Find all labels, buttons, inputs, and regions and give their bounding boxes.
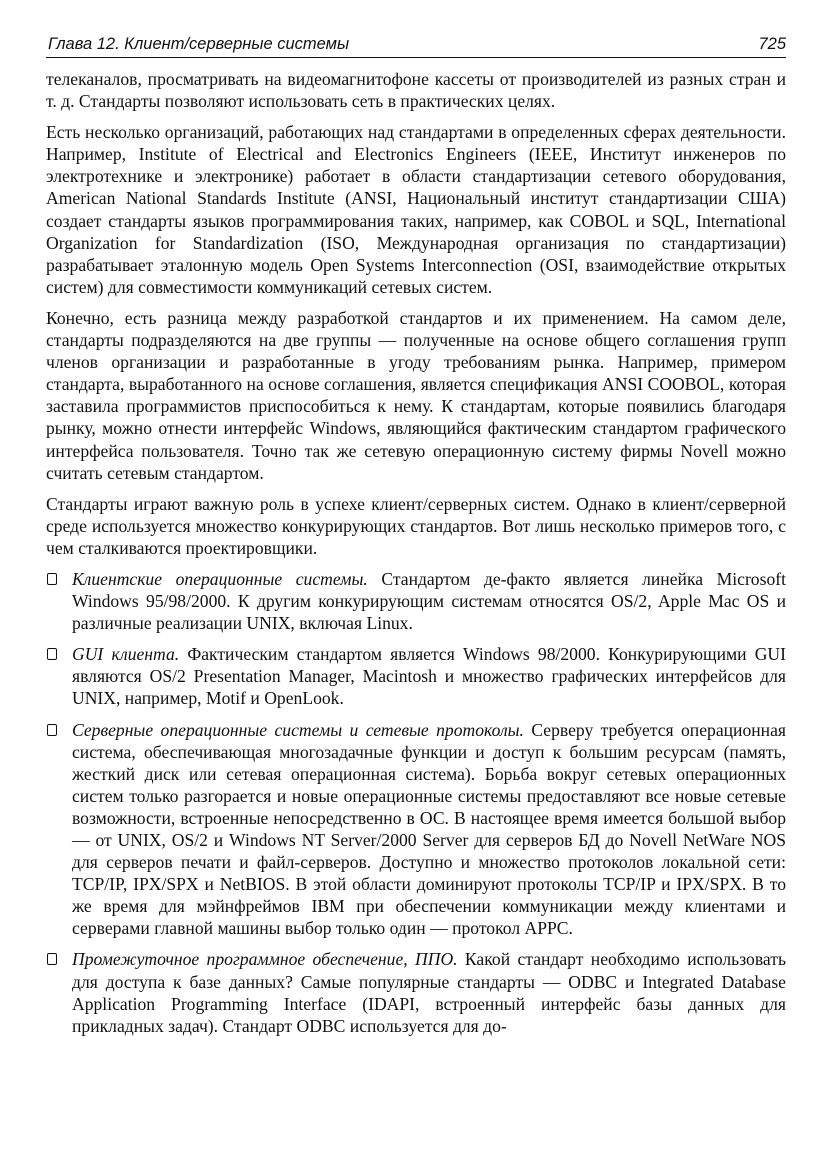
checkbox-bullet-icon: [47, 724, 57, 736]
paragraph: телеканалов, просматривать на видеомагнитофоне кассеты от производителей из разных стран и т. д. Стандарты позволяют использовать сеть в практических целях.: [46, 69, 786, 112]
item-term: Промежуточное программное обеспечение, ППО.: [72, 949, 458, 970]
list-item: [46, 568, 786, 634]
book-page: [46, 34, 786, 1046]
standards-list: [46, 568, 786, 1037]
page-number: 725: [758, 35, 786, 53]
list-item: [46, 948, 786, 1036]
item-text: Фактическим стандартом является Windows 98/2000. Конкурирующими GUI являются OS/2 Presentation Manager, Macintosh и множество графических интерфейсов для UNIX, например, Motif и OpenLook.: [72, 644, 786, 709]
paragraph: Конечно, есть разница между разработкой стандартов и их применением. На самом деле, стандарты подразделяются на две группы — полученные на основе общего соглашения групп членов организации и разработанные в угоду требованиям рынка. Например, примером стандарта, выработанного на основе соглашения, является спецификация ANSI COOBOL, которая заставила программистов приспособиться к нему. К стандартам, которые появились благодаря рынку, можно отнести интерфейс Windows, являющийся фактическим стандартом графического интерфейса пользователя. Точно так же сетевую операционную систему фирмы Novell можно считать сетевым стандартом.: [46, 307, 786, 483]
item-text: Какой стандарт необходимо использовать для доступа к базе данных? Самые популярные стандарты — ODBC и Integrated Database Application Programming Interface (IDAPI, встроенный интерфейс базы данных для прикладных задач). Стандарт ODBC используется для до-: [72, 949, 786, 1036]
running-header: [46, 34, 786, 58]
chapter-title: Глава 12. Клиент/серверные системы: [48, 35, 350, 53]
checkbox-bullet-icon: [47, 648, 57, 660]
item-term: Серверные операционные системы и сетевые протоколы.: [72, 719, 524, 740]
item-text: Стандартом де-факто является линейка Microsoft Windows 95/98/2000. К другим конкурирующим системам относятся OS/2, Apple Mac OS и различные реализации UNIX, включая Linux.: [72, 568, 786, 634]
list-item: [46, 643, 786, 709]
checkbox-bullet-icon: [47, 573, 57, 585]
item-term: Клиентские операционные системы.: [72, 568, 368, 589]
checkbox-bullet-icon: [47, 953, 57, 965]
list-item: [46, 719, 786, 940]
item-text: Серверу требуется операционная система, обеспечивающая многозадачные функции и доступ к большим ресурсам (память, жесткий диск или сетевая операционная система). Борьба вокруг сетевых операционных систем только разгорается и новые операционные системы предоставляют все новые сетевые возможности, встроенные непосредственно в ОС. В настоящее время имеется большой выбор — от UNIX, OS/2 и Windows NT Server/2000 Server для серверов БД до Novell NetWare NOS для серверов печати и файл-серверов. Доступно и множество протоколов локальной сети: TCP/IP, IPX/SPX и NetBIOS. В этой области доминируют протоколы TCP/IP и IPX/SPX. В то же время для мэйнфреймов IBM при обеспечении коммуникации между клиентами и серверами главной машины выбор только один — протокол APPC.: [72, 719, 786, 939]
paragraph: Стандарты играют важную роль в успехе клиент/серверных систем. Однако в клиент/серверной среде используется множество конкурирующих стандартов. Вот лишь несколько примеров того, с чем сталкиваются проектировщики.: [46, 493, 786, 558]
item-term: GUI клиента.: [72, 644, 180, 665]
paragraph: Есть несколько организаций, работающих над стандартами в определенных сферах деятельности. Например, Institute of Electrical and Electronics Engineers (IEEE, Институт инженеров по электротехнике и электронике) работает в области стандартизации сетевого оборудования, American National Standards Institute (ANSI, Национальный институт стандартизации США) создает стандарты языков программирования таких, например, как COBOL и SQL, International Organization for Standardization (ISO, Международная организация по стандартизации) разрабатывает эталонную модель Open Systems Interconnection (OSI, взаимодействие открытых систем) для совместимости коммуникаций сетевых систем.: [46, 122, 786, 297]
